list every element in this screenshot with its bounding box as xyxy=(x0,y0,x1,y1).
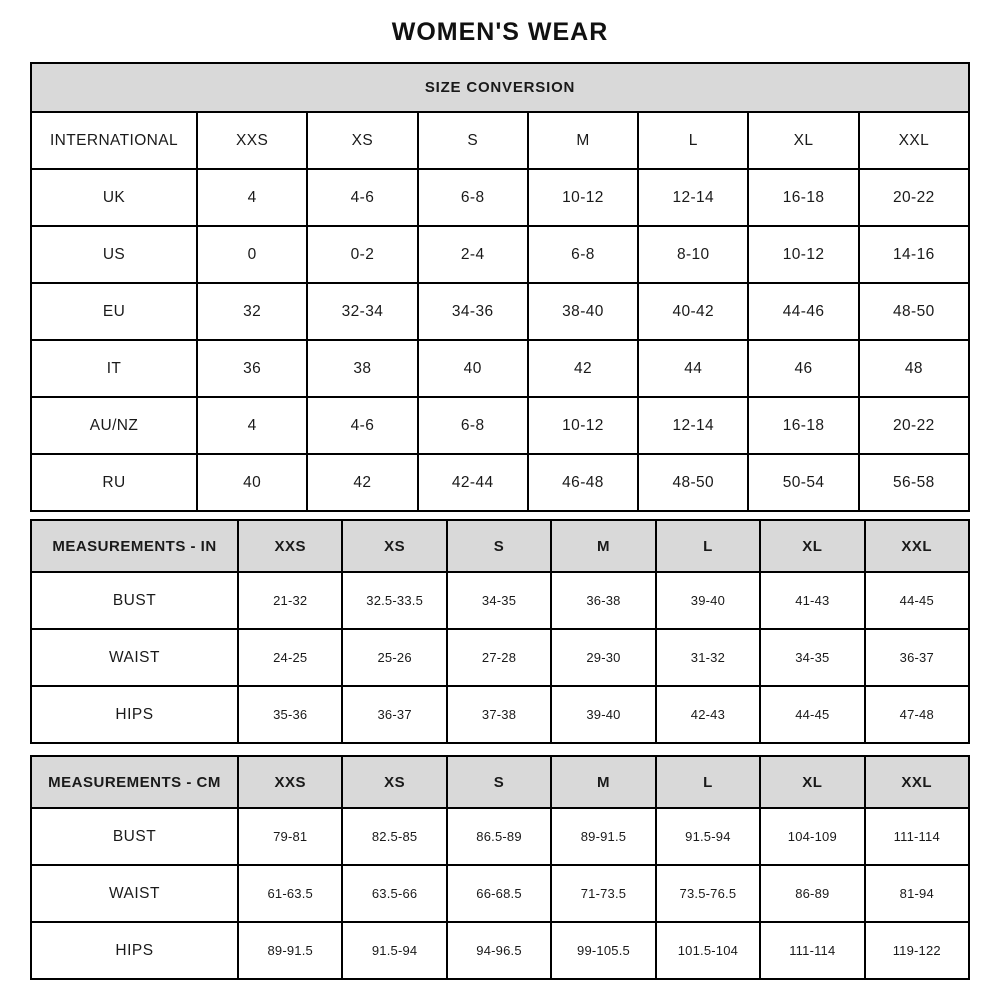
value-cell: 35-36 xyxy=(238,686,342,743)
value-cell: 32.5-33.5 xyxy=(342,572,446,629)
value-cell: 101.5-104 xyxy=(656,922,760,979)
value-cell: 79-81 xyxy=(238,808,342,865)
value-cell: 41-43 xyxy=(760,572,864,629)
value-cell: 36-37 xyxy=(342,686,446,743)
row-label: BUST xyxy=(31,572,238,629)
value-cell: 0-2 xyxy=(307,226,417,283)
table-row-it xyxy=(31,340,969,397)
col-header-xl: XL xyxy=(748,112,858,169)
col-header-international: INTERNATIONAL xyxy=(31,112,197,169)
value-cell: 91.5-94 xyxy=(342,922,446,979)
value-cell: 50-54 xyxy=(748,454,858,511)
value-cell: 25-26 xyxy=(342,629,446,686)
value-cell: 12-14 xyxy=(638,169,748,226)
value-cell: 40-42 xyxy=(638,283,748,340)
value-cell: 39-40 xyxy=(551,686,655,743)
value-cell: 56-58 xyxy=(859,454,969,511)
value-cell: 34-36 xyxy=(418,283,528,340)
value-cell: 82.5-85 xyxy=(342,808,446,865)
value-cell: 16-18 xyxy=(748,169,858,226)
value-cell: 36-37 xyxy=(865,629,969,686)
value-cell: 48-50 xyxy=(859,283,969,340)
table-row-bust-in xyxy=(31,572,969,629)
value-cell: 81-94 xyxy=(865,865,969,922)
value-cell: 21-32 xyxy=(238,572,342,629)
value-cell: 42 xyxy=(528,340,638,397)
row-label: UK xyxy=(31,169,197,226)
value-cell: 104-109 xyxy=(760,808,864,865)
table-row-ru xyxy=(31,454,969,511)
measurements-in-table xyxy=(30,519,970,744)
col-header-xxl: XXL xyxy=(865,756,969,808)
table-row-eu xyxy=(31,283,969,340)
value-cell: 20-22 xyxy=(859,169,969,226)
col-header-xl: XL xyxy=(760,756,864,808)
value-cell: 4-6 xyxy=(307,169,417,226)
value-cell: 32 xyxy=(197,283,307,340)
value-cell: 38-40 xyxy=(528,283,638,340)
row-label: HIPS xyxy=(31,922,238,979)
value-cell: 24-25 xyxy=(238,629,342,686)
column-header-row xyxy=(31,112,969,169)
value-cell: 6-8 xyxy=(418,169,528,226)
value-cell: 47-48 xyxy=(865,686,969,743)
value-cell: 12-14 xyxy=(638,397,748,454)
row-label: RU xyxy=(31,454,197,511)
value-cell: 10-12 xyxy=(528,169,638,226)
row-label: US xyxy=(31,226,197,283)
row-label: HIPS xyxy=(31,686,238,743)
col-header-m: M xyxy=(528,112,638,169)
value-cell: 86.5-89 xyxy=(447,808,551,865)
value-cell: 119-122 xyxy=(865,922,969,979)
value-cell: 16-18 xyxy=(748,397,858,454)
value-cell: 71-73.5 xyxy=(551,865,655,922)
value-cell: 42 xyxy=(307,454,417,511)
value-cell: 44 xyxy=(638,340,748,397)
table-caption-row xyxy=(31,63,969,112)
table-row-hips-cm xyxy=(31,922,969,979)
value-cell: 73.5-76.5 xyxy=(656,865,760,922)
value-cell: 6-8 xyxy=(418,397,528,454)
value-cell: 42-43 xyxy=(656,686,760,743)
value-cell: 6-8 xyxy=(528,226,638,283)
value-cell: 37-38 xyxy=(447,686,551,743)
value-cell: 46 xyxy=(748,340,858,397)
table-row-waist-in xyxy=(31,629,969,686)
col-header-xs: XS xyxy=(342,520,446,572)
value-cell: 2-4 xyxy=(418,226,528,283)
value-cell: 46-48 xyxy=(528,454,638,511)
value-cell: 14-16 xyxy=(859,226,969,283)
col-header-xxs: XXS xyxy=(238,756,342,808)
page-title: WOMEN'S WEAR xyxy=(391,18,609,46)
row-label: AU/NZ xyxy=(31,397,197,454)
col-header-s: S xyxy=(447,756,551,808)
col-header-xxl: XXL xyxy=(865,520,969,572)
value-cell: 36 xyxy=(197,340,307,397)
value-cell: 99-105.5 xyxy=(551,922,655,979)
value-cell: 27-28 xyxy=(447,629,551,686)
row-label: BUST xyxy=(31,808,238,865)
table-row-waist-cm xyxy=(31,865,969,922)
measurements-cm-table xyxy=(30,755,970,980)
value-cell: 44-45 xyxy=(760,686,864,743)
value-cell: 61-63.5 xyxy=(238,865,342,922)
measurements-in-header: MEASUREMENTS - IN xyxy=(31,520,238,572)
value-cell: 10-12 xyxy=(528,397,638,454)
value-cell: 66-68.5 xyxy=(447,865,551,922)
table-row-aunz xyxy=(31,397,969,454)
value-cell: 94-96.5 xyxy=(447,922,551,979)
value-cell: 89-91.5 xyxy=(551,808,655,865)
col-header-s: S xyxy=(418,112,528,169)
row-label: EU xyxy=(31,283,197,340)
value-cell: 48-50 xyxy=(638,454,748,511)
value-cell: 29-30 xyxy=(551,629,655,686)
col-header-xs: XS xyxy=(307,112,417,169)
row-label: WAIST xyxy=(31,865,238,922)
value-cell: 4 xyxy=(197,397,307,454)
table-row-us xyxy=(31,226,969,283)
value-cell: 8-10 xyxy=(638,226,748,283)
value-cell: 44-45 xyxy=(865,572,969,629)
col-header-xl: XL xyxy=(760,520,864,572)
col-header-xxl: XXL xyxy=(859,112,969,169)
measurements-cm-header: MEASUREMENTS - CM xyxy=(31,756,238,808)
value-cell: 91.5-94 xyxy=(656,808,760,865)
row-label: IT xyxy=(31,340,197,397)
value-cell: 111-114 xyxy=(865,808,969,865)
row-label: WAIST xyxy=(31,629,238,686)
col-header-l: L xyxy=(656,520,760,572)
value-cell: 40 xyxy=(418,340,528,397)
value-cell: 31-32 xyxy=(656,629,760,686)
value-cell: 48 xyxy=(859,340,969,397)
value-cell: 40 xyxy=(197,454,307,511)
value-cell: 44-46 xyxy=(748,283,858,340)
col-header-xs: XS xyxy=(342,756,446,808)
value-cell: 86-89 xyxy=(760,865,864,922)
col-header-l: L xyxy=(638,112,748,169)
table-row-bust-cm xyxy=(31,808,969,865)
value-cell: 32-34 xyxy=(307,283,417,340)
value-cell: 10-12 xyxy=(748,226,858,283)
table-row-hips-in xyxy=(31,686,969,743)
value-cell: 4 xyxy=(197,169,307,226)
value-cell: 89-91.5 xyxy=(238,922,342,979)
size-conversion-header: SIZE CONVERSION xyxy=(31,63,969,112)
col-header-s: S xyxy=(447,520,551,572)
value-cell: 34-35 xyxy=(447,572,551,629)
value-cell: 20-22 xyxy=(859,397,969,454)
measurements-cm-header-row xyxy=(31,756,969,808)
value-cell: 34-35 xyxy=(760,629,864,686)
value-cell: 111-114 xyxy=(760,922,864,979)
value-cell: 4-6 xyxy=(307,397,417,454)
value-cell: 0 xyxy=(197,226,307,283)
value-cell: 39-40 xyxy=(656,572,760,629)
value-cell: 42-44 xyxy=(418,454,528,511)
col-header-m: M xyxy=(551,520,655,572)
measurements-in-header-row xyxy=(31,520,969,572)
value-cell: 36-38 xyxy=(551,572,655,629)
col-header-xxs: XXS xyxy=(197,112,307,169)
size-conversion-table xyxy=(30,62,970,512)
col-header-l: L xyxy=(656,756,760,808)
col-header-m: M xyxy=(551,756,655,808)
value-cell: 63.5-66 xyxy=(342,865,446,922)
table-row-uk xyxy=(31,169,969,226)
value-cell: 38 xyxy=(307,340,417,397)
col-header-xxs: XXS xyxy=(238,520,342,572)
